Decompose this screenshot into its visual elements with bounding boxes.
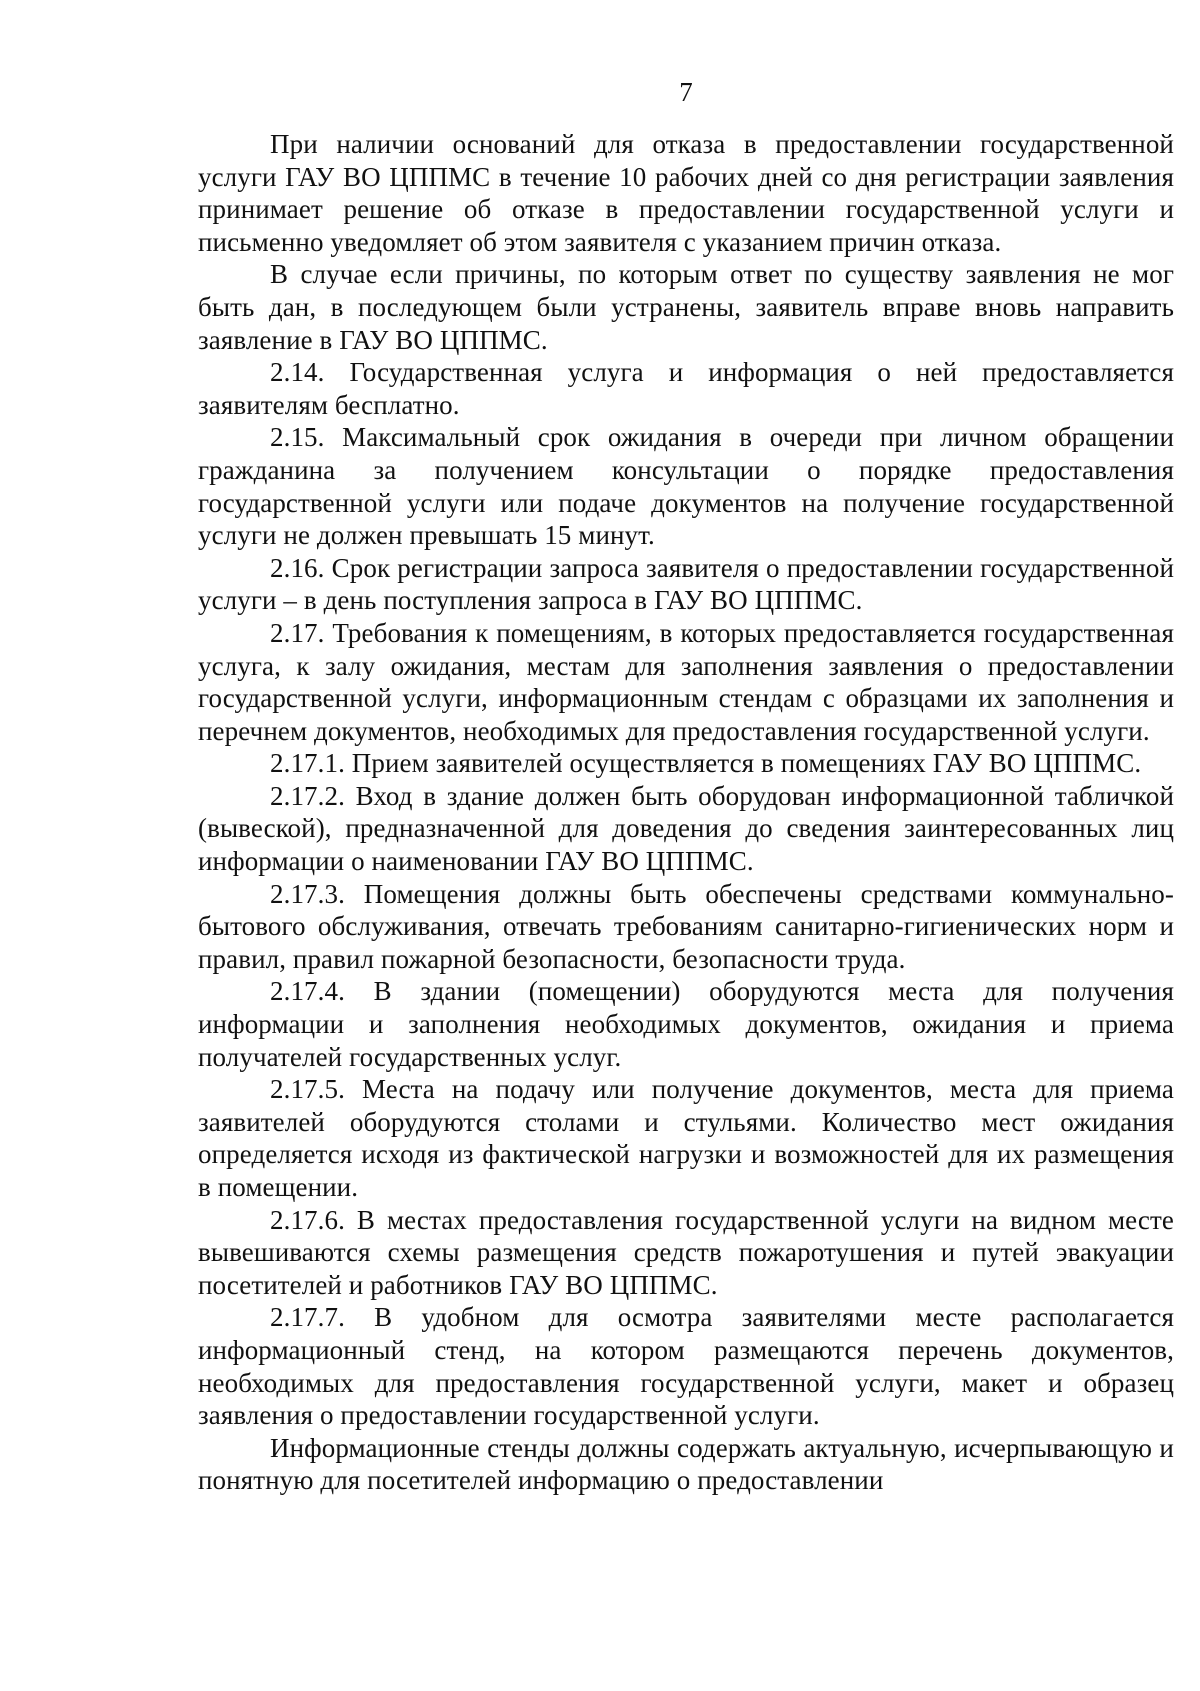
paragraph-2-17-2: 2.17.2. Вход в здание должен быть оборудован информационной табличкой (вывеской), предназначенной для доведения до сведения заинтересованных лиц информации о наименовании ГАУ ВО ЦППМС. (198, 780, 1174, 877)
paragraph-info-stands: Информационные стенды должны содержать актуальную, исчерпывающую и понятную для посетителей информацию о предоставлении (198, 1432, 1174, 1496)
paragraph-2-17-1: 2.17.1. Прием заявителей осуществляется в помещениях ГАУ ВО ЦППМС. (270, 748, 1142, 779)
document-body (198, 128, 1174, 1497)
paragraph-2-17-6: 2.17.6. В местах предоставления государственной услуги на видном месте вывешиваются схемы размещения средств пожаротушения и путей эвакуации посетителей и работников ГАУ ВО ЦППМС. (198, 1204, 1174, 1300)
paragraph-2-17: 2.17. Требования к помещениям, в которых предоставляется государственная услуга, к залу ожидания, местам для заполнения заявления о предоставлении государственной услуги, информационным стендам с образцами их заполнения и перечнем документов, необходимых для предоставления государственной услуги. (198, 617, 1174, 746)
page-number: 7 (679, 77, 693, 107)
paragraph-2-15: 2.15. Максимальный срок ожидания в очереди при личном обращении гражданина за получением консультации о порядке предоставления государственной услуги или подаче документов на получение государственной услуги не должен превышать 15 минут. (198, 422, 1174, 551)
paragraph-2-17-7: 2.17.7. В удобном для осмотра заявителями месте располагается информационный стенд, на котором размещаются перечень документов, необходимых для предоставления государственной услуги, макет и образец заявления о предоставлении государственной услуги. (198, 1302, 1174, 1431)
paragraph-2-16: 2.16. Срок регистрации запроса заявителя о предоставлении государственной услуги – в день поступления запроса в ГАУ ВО ЦППМС. (198, 552, 1174, 616)
paragraph-2-17-3: 2.17.3. Помещения должны быть обеспечены средствами коммунально-бытового обслуживания, отвечать требованиям санитарно-гигиенических норм и правил, правил пожарной безопасности, безопасности труда. (198, 878, 1174, 974)
paragraph-2-17-4: 2.17.4. В здании (помещении) оборудуются места для получения информации и заполнения необходимых документов, ожидания и приема получателей государственных услуг. (198, 976, 1174, 1072)
paragraph-2-14: 2.14. Государственная услуга и информация о ней предоставляется заявителям бесплатно. (198, 357, 1174, 420)
paragraph-reapply: В случае если причины, по которым ответ по существу заявления не мог быть дан, в последующем были устранены, заявитель вправе вновь направить заявление в ГАУ ВО ЦППМС. (198, 259, 1174, 355)
paragraph-refusal-notice: При наличии оснований для отказа в предоставлении государственной услуги ГАУ ВО ЦППМС в течение 10 рабочих дней со дня регистрации заявления принимает решение об отказе в предоставлении государственной услуги и письменно уведомляет об этом заявителя с указанием причин отказа. (198, 129, 1174, 257)
paragraph-2-17-5: 2.17.5. Места на подачу или получение документов, места для приема заявителей оборудуются столами и стульями. Количество мест ожидания определяется исходя из фактической нагрузки и возможностей для их размещения в помещении. (198, 1074, 1174, 1202)
